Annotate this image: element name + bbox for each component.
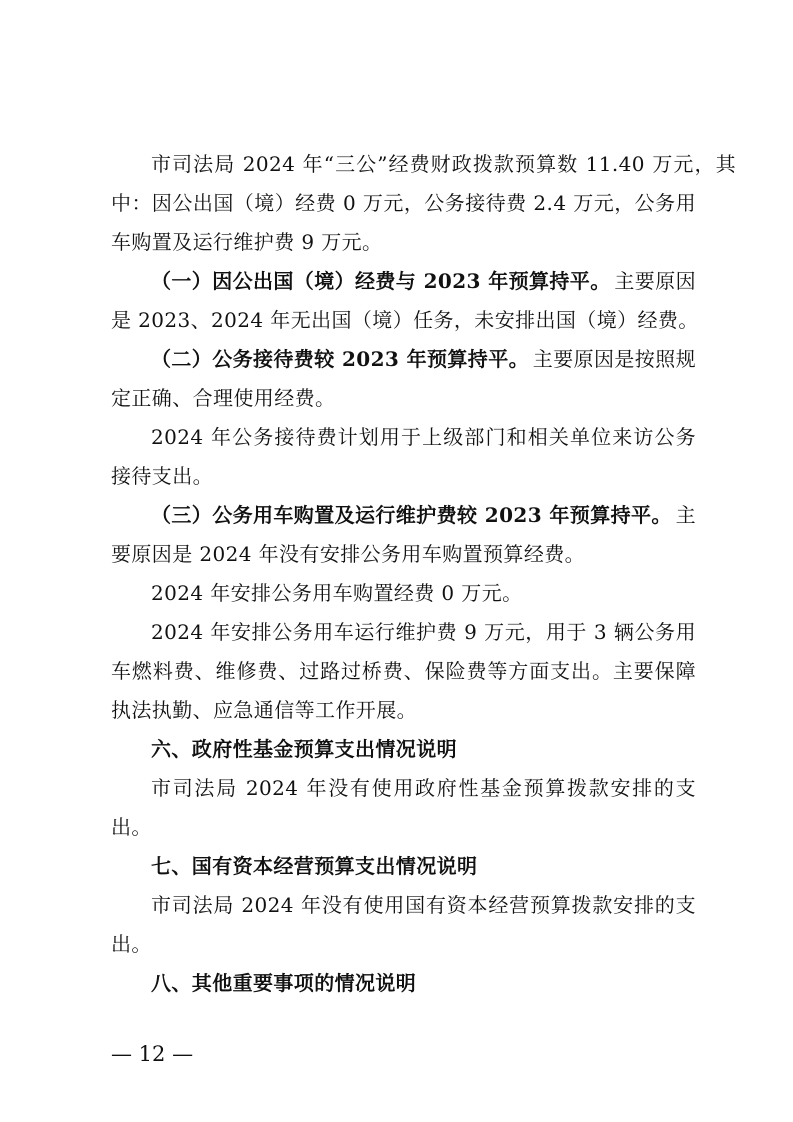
paragraph-sangong-line-2: 中：因公出国（境）经费 0 万元，公务接待费 2.4 万元，公务用 [111,191,696,215]
item-3-maint-line-1: 2024 年安排公务用车运行维护费 9 万元，用于 3 辆公务用 [151,620,696,644]
item-3-reason-start: 主 [675,503,696,527]
item-1-heading: （一）因公出国（境）经费与 2023 年预算持平。 [151,269,611,293]
item-3-maint-line-3: 执法执勤、应急通信等工作开展。 [111,698,417,722]
paragraph-sangong-line-1: 市司法局 2024 年“三公”经费财政拨款预算数 11.40 万元，其 [151,152,736,176]
item-3-line-2: 要原因是 2024 年没有安排公务用车购置预算经费。 [111,542,586,566]
section-6-line-2: 出。 [111,815,152,839]
section-7-line-2: 出。 [111,932,152,956]
item-2-heading: （二）公务接待费较 2023 年预算持平。 [151,347,529,371]
item-3-heading: （三）公务用车购置及运行维护费较 2023 年预算持平。 [151,503,672,527]
section-6-heading: 六、政府性基金预算支出情况说明 [151,737,457,761]
item-1-line-2: 是 2023、2024 年无出国（境）任务，未安排出国（境）经费。 [111,308,699,332]
item-2-line-2: 定正确、合理使用经费。 [111,386,336,410]
item-1-line-1 [151,267,696,295]
section-8-heading: 八、其他重要事项的情况说明 [151,971,417,995]
section-7-heading: 七、国有资本经营预算支出情况说明 [151,854,478,878]
item-2-line-1 [151,345,696,373]
paragraph-sangong-line-3: 车购置及运行维护费 9 万元。 [111,230,383,254]
item-2-plan-line-1: 2024 年公务接待费计划用于上级部门和相关单位来访公务 [151,425,696,449]
item-3-line-1 [151,501,696,529]
item-1-reason-start: 主要原因 [614,269,696,293]
section-6-line-1: 市司法局 2024 年没有使用政府性基金预算拨款安排的支 [151,776,696,800]
item-2-reason-start: 主要原因是按照规 [532,347,696,371]
section-7-line-1: 市司法局 2024 年没有使用国有资本经营预算拨款安排的支 [151,893,696,917]
item-2-plan-line-2: 接待支出。 [111,464,213,488]
item-3-maint-line-2: 车燃料费、维修费、过路过桥费、保险费等方面支出。主要保障 [111,659,696,683]
item-3-purchase-line: 2024 年安排公务用车购置经费 0 万元。 [151,581,523,605]
page-number: — 12 — [111,1042,194,1066]
